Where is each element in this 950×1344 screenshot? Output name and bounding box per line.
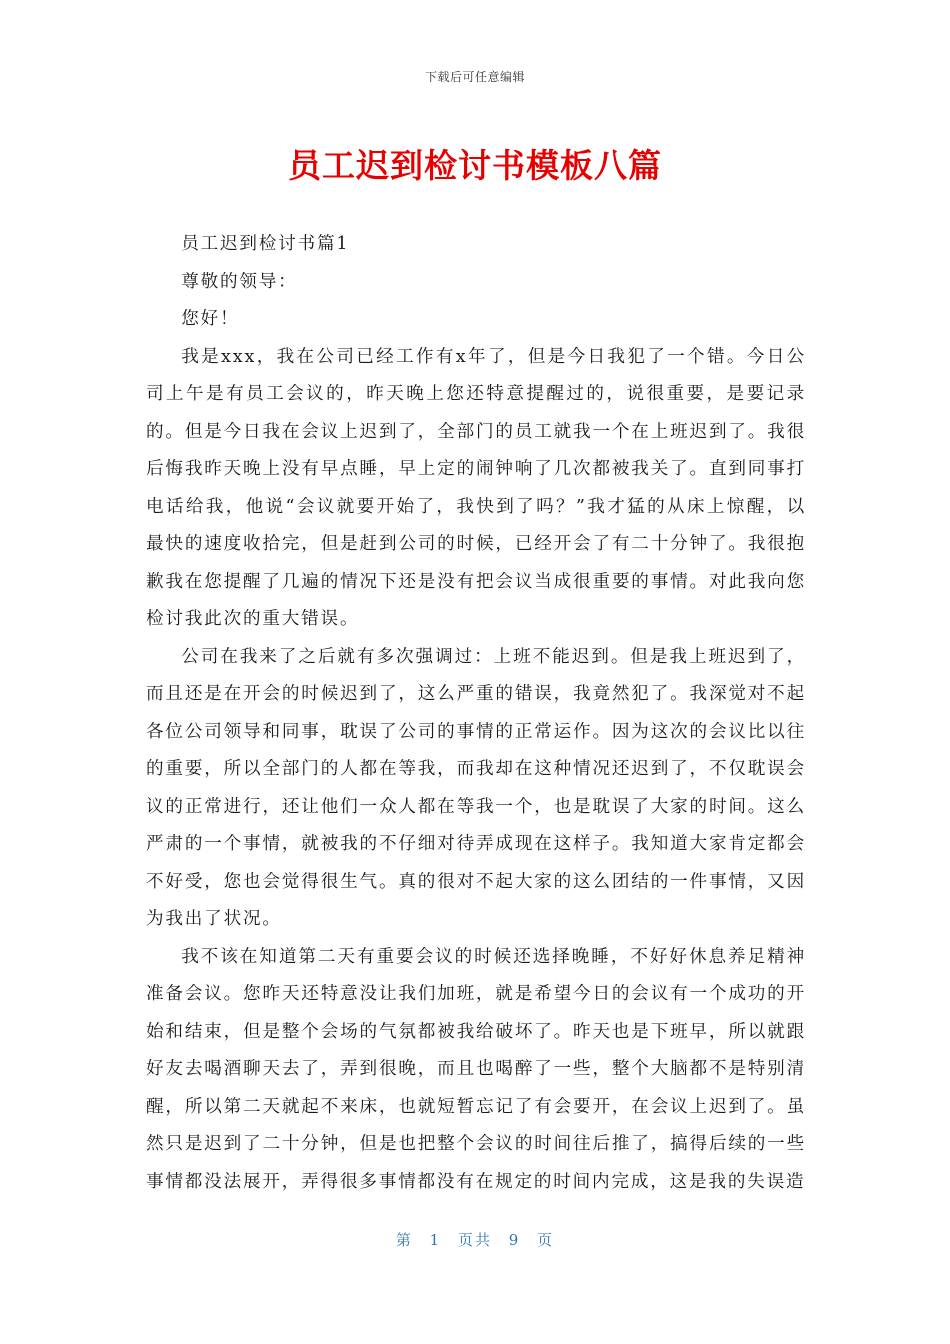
footer-page-label: 第 [395,1231,413,1249]
footer-total-pages: 9 [508,1231,521,1249]
footer-page-number: 1 [429,1231,442,1249]
greeting: 您好！ [181,309,240,329]
section-heading: 员工迟到检讨书篇1 [181,234,350,254]
salutation: 尊敬的领导： [181,271,298,292]
footer-total-label: 页共 [457,1231,492,1249]
body-paragraph: 公司在我来了之后就有多次强调过：上班不能迟到。但是我上班迟到了，而且还是在开会的时候迟到了，这么严重的错误，我竟然犯了。我深觉对不起各位公司领导和同事，耽误了公司的事情的正常运作。因为这次的会议比以往的重要，所以全部门的人都在等我，而我却在这种情况还迟到了，不仅耽误会议的正常进行，还让他们一众人都在等我一个，也是耽误了大家的时间。这么严肃的一个事情，就被我的不仔细对待弄成现在这样子。我知道大家肯定都会不好受，您也会觉得很生气。真的很对不起大家的这么团结的一件事情，又因为我出了状况。 [146,646,806,929]
body-paragraph: 我是xxx，我在公司已经工作有x年了，但是今日我犯了一个错。今日公司上午是有员工会议的，昨天晚上您还特意提醒过的，说很重要，是要记录的。但是今日我在会议上迟到了，全部门的员工就我一个在上班迟到了。我很后悔我昨天晚上没有早点睡，早上定的闹钟响了几次都被我关了。直到同事打电话给我，他说“会议就要开始了，我快到了吗？”我才猛的从床上惊醒，以最快的速度收拾完，但是赶到公司的时候，已经开会了有二十分钟了。我很抱歉我在您提醒了几遍的情况下还是没有把会议当成很重要的事情。对此我向您检讨我此次的重大错误。 [146,346,806,629]
header-note: 下载后可任意编辑 [424,70,525,84]
footer-page-suffix: 页 [537,1231,555,1249]
document-title: 员工迟到检讨书模板八篇 [288,146,662,185]
page-footer [0,1229,950,1250]
body-paragraph: 我不该在知道第二天有重要会议的时候还选择晚睡，不好好休息养足精神准备会议。您昨天还特意没让我们加班，就是希望今日的会议有一个成功的开始和结束，但是整个会场的气氛都被我给破坏了。昨天也是下班早，所以就跟好友去喝酒聊天去了，弄到很晚，而且也喝醉了一些，整个大脑都不是特别清醒，所以第二天就起不来床，也就短暂忘记了有会要开，在会议上迟到了。虽然只是迟到了二十分钟，但是也把整个会议的时间往后推了，搞得后续的一些事情都没法展开，弄得很多事情都没有在规定的时间内完成，这是我的失误造 [146,946,806,1192]
document-body [146,226,806,1201]
